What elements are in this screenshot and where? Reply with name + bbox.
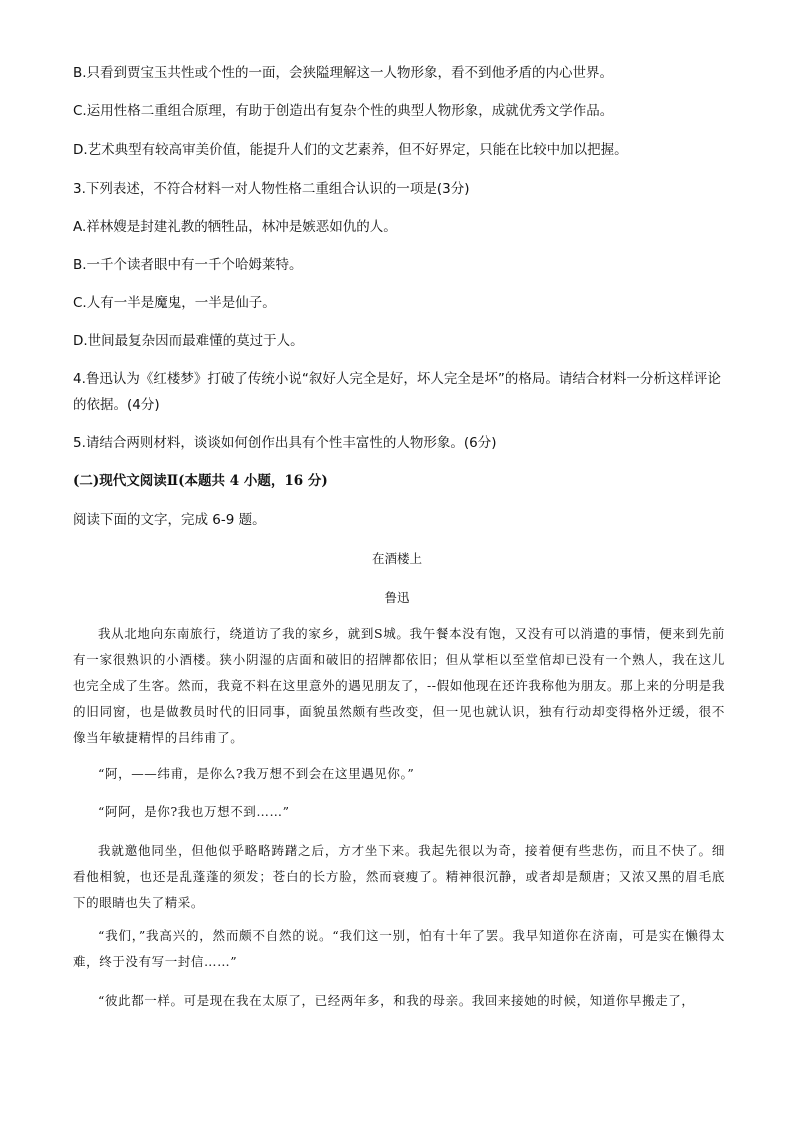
question-3-option-a: A.祥林嫂是封建礼教的牺牲品，林冲是嫉恶如仇的人。 xyxy=(73,219,397,235)
story-author: 鲁迅 xyxy=(384,590,410,605)
story-paragraph: “我们，”我高兴的，然而颇不自然的说。“我们这一别，怕有十年了罢。我早知道你在济南，可是实在懒得太难，终于没有写一封信……” xyxy=(73,928,725,969)
story-paragraph: 我从北地向东南旅行，绕道访了我的家乡，就到S城。我午餐本没有饱，又没有可以消遣的事情，便来到先前有一家很熟识的小酒楼。狭小阴湿的店面和破旧的招牌都依旧；但从掌柜以至堂倌却已没有一个熟人，我在这儿也完全成了生客。然而，我竟不料在这里意外的遇见朋友了，--假如他现在还许我称他为朋友。那上来的分明是我的旧同窗，也是做教员时代的旧同事，面貌虽然颇有些改变，但一见也就认识，独有行动却变得格外迂缓，很不像当年敏捷精悍的吕纬甫了。 xyxy=(73,626,725,745)
story-paragraph: “阿，——纬甫，是你么?我万想不到会在这里遇见你。” xyxy=(98,766,415,781)
story-paragraph: “彼此都一样。可是现在我在太原了，已经两年多，和我的母亲。我回来接她的时候，知道你早搬走了， xyxy=(98,993,695,1008)
question-3-option-c: C.人有一半是魔鬼，一半是仙子。 xyxy=(73,295,276,311)
question-3-option-b: B.一千个读者眼中有一千个哈姆莱特。 xyxy=(73,257,303,273)
option-c-prev: C.运用性格二重组合原理，有助于创造出有复杂个性的典型人物形象，成就优秀文学作品。 xyxy=(73,103,614,119)
section-instruction: 阅读下面的文字，完成 6-9 题。 xyxy=(73,512,266,528)
option-b-prev: B.只看到贾宝玉共性或个性的一面，会狭隘理解这一人物形象，看不到他矛盾的内心世界。 xyxy=(73,65,614,81)
story-title: 在酒楼上 xyxy=(371,551,422,566)
option-d-prev: D.艺术典型有较高审美价值，能提升人们的文艺素养，但不好界定，只能在比较中加以把握。 xyxy=(73,142,628,158)
question-5: 5.请结合两则材料，谈谈如何创作出具有个性丰富性的人物形象。(6分) xyxy=(73,435,497,451)
question-4: 4.鲁迅认为《红楼梦》打破了传统小说“叙好人完全是好，坏人完全是坏”的格局。请结合材料一分析这样评论的依据。(4分) xyxy=(73,371,721,413)
question-3-stem: 3.下列表述，不符合材料一对人物性格二重组合认识的一项是(3分) xyxy=(73,181,470,197)
section-heading: (二)现代文阅读Ⅱ(本题共 4 小题，16 分) xyxy=(73,473,328,489)
question-3-option-d: D.世间最复杂因而最难懂的莫过于人。 xyxy=(73,333,304,349)
story-paragraph: 我就邀他同坐，但他似乎略略踌躇之后，方才坐下来。我起先很以为奇，接着便有些悲伤，而且不快了。细看他相貌，也还是乱蓬蓬的须发；苍白的长方脸，然而衰瘦了。精神很沉静，或者却是颓唐；又浓又黑的眉毛底下的眼睛也失了精采。 xyxy=(73,843,725,910)
story-paragraph: “阿阿，是你?我也万想不到……” xyxy=(98,804,290,819)
